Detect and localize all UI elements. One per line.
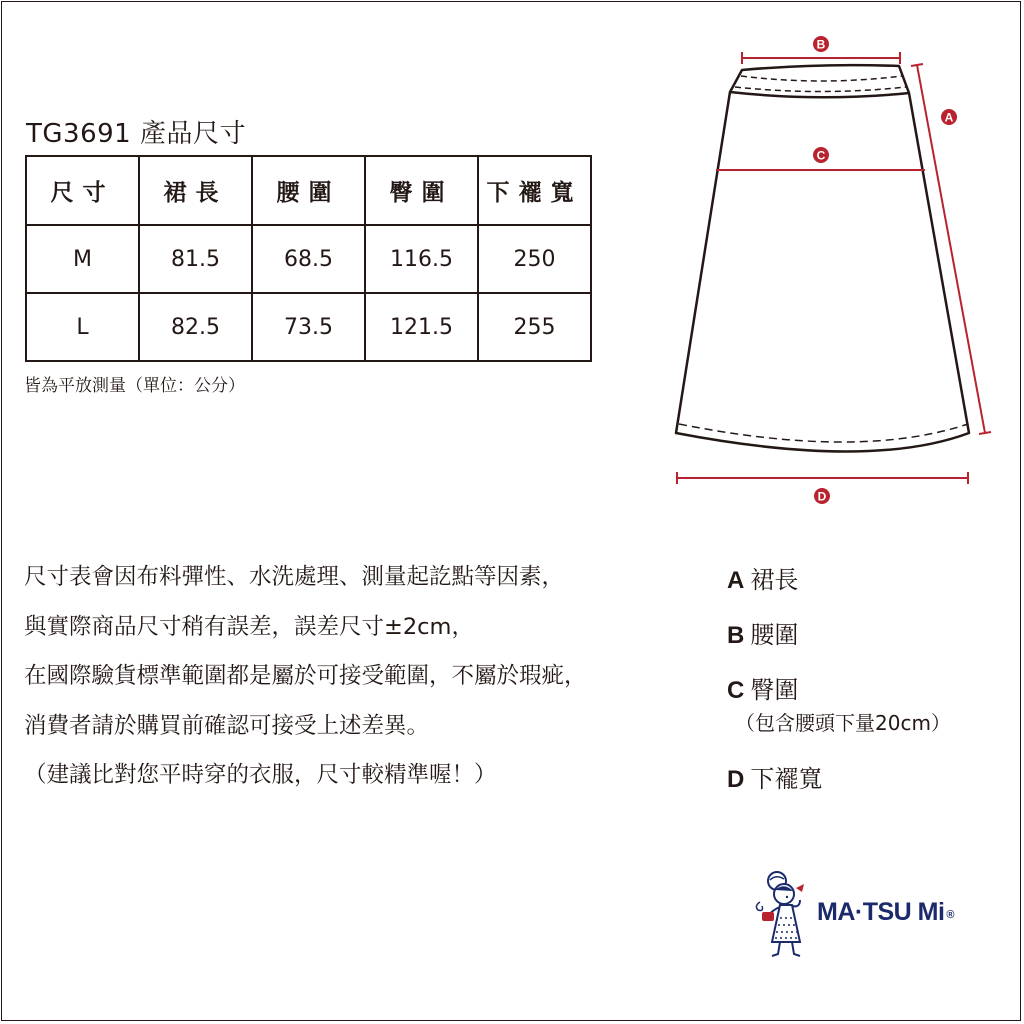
legend-letter: D <box>727 766 745 793</box>
disclaimer-line: （建議比對您平時穿的衣服，尺寸較精準喔！） <box>24 762 497 788</box>
product-title: TG3691 產品尺寸 <box>26 119 246 149</box>
cell-size: L <box>26 293 139 361</box>
measure-tick-a <box>979 432 991 434</box>
legend-item-c <box>727 670 798 705</box>
header-hip: 臀圍 <box>365 156 478 225</box>
header-size: 尺寸 <box>26 156 139 225</box>
legend-label: 裙長 <box>750 566 799 594</box>
legend-label: 下襬寬 <box>750 765 823 793</box>
header-waist: 腰圍 <box>252 156 365 225</box>
legend-item-c-note: （包含腰頭下量20cm） <box>735 711 951 735</box>
measure-tick-a <box>911 64 923 66</box>
cell-size: M <box>26 225 139 293</box>
disclaimer-line: 尺寸表會因布料彈性、水洗處理、測量起訖點等因素， <box>24 564 565 590</box>
legend-letter: A <box>727 567 745 594</box>
disclaimer-line: 與實際商品尺寸稍有誤差，誤差尺寸±2cm， <box>24 613 474 640</box>
header-length: 裙長 <box>139 156 252 225</box>
skirt-outline <box>676 65 969 451</box>
marker-a-label: A <box>944 110 954 125</box>
legend-item-d <box>727 759 822 794</box>
cell-hip: 116.5 <box>365 225 478 293</box>
cell-waist: 73.5 <box>252 293 365 361</box>
cell-length: 81.5 <box>139 225 252 293</box>
cell-hip: 121.5 <box>365 293 478 361</box>
disclaimer-text <box>24 555 704 803</box>
legend-letter: C <box>727 677 745 704</box>
header-hem: 下襬寬 <box>478 156 591 225</box>
marker-c-label: C <box>816 148 826 163</box>
cell-waist: 68.5 <box>252 225 365 293</box>
registered-mark: ® <box>946 909 955 921</box>
legend-label: 腰圍 <box>750 621 799 649</box>
brand-logo <box>817 898 954 927</box>
legend-item-a <box>727 560 798 595</box>
legend-item-b <box>727 615 798 650</box>
brand-name: MA·TSU Mi <box>817 898 945 926</box>
cell-hem: 255 <box>478 293 591 361</box>
marker-d-label: D <box>817 489 827 504</box>
measurement-note: 皆為平放測量（單位：公分） <box>24 376 245 396</box>
legend-label: 臀圍 <box>750 676 799 704</box>
mascot-logo <box>754 870 814 960</box>
legend-letter: B <box>727 622 745 649</box>
disclaimer-line: 在國際驗貨標準範圍都是屬於可接受範圍，不屬於瑕疵， <box>24 663 587 689</box>
cell-hem: 250 <box>478 225 591 293</box>
disclaimer-line: 消費者請於購買前確認可接受上述差異。 <box>24 712 430 739</box>
marker-b-label: B <box>816 37 826 52</box>
cell-length: 82.5 <box>139 293 252 361</box>
